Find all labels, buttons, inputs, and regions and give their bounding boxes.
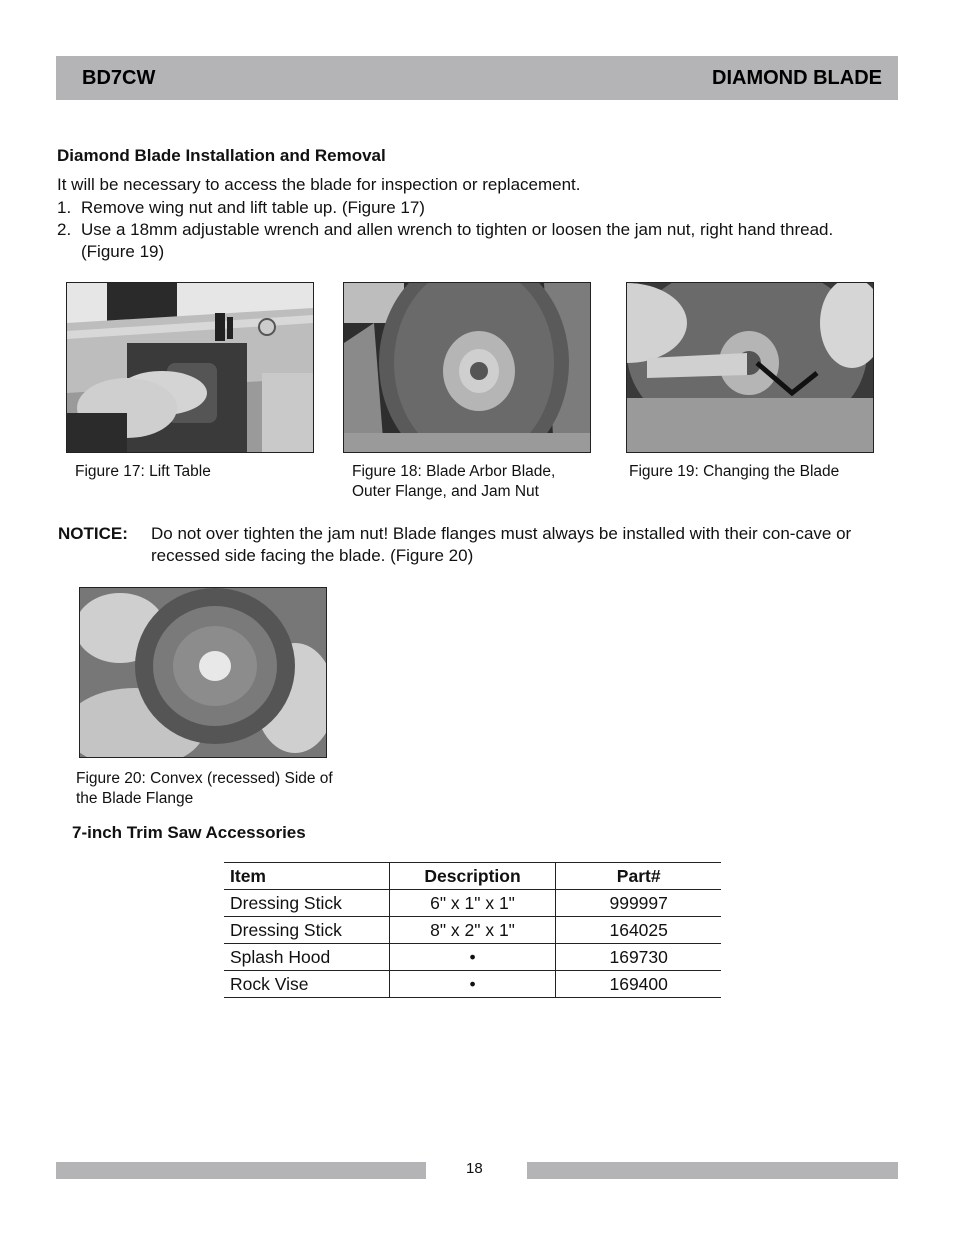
page-header bbox=[56, 56, 898, 100]
footer-bar-left bbox=[56, 1162, 426, 1179]
accessories-table bbox=[224, 862, 721, 998]
figure-20-caption: Figure 20: Convex (recessed) Side of the Blade Flange bbox=[76, 770, 333, 807]
item-cell: Rock Vise bbox=[224, 971, 389, 998]
column-header: Description bbox=[389, 863, 556, 890]
step-2 bbox=[57, 219, 877, 263]
column-header: Item bbox=[224, 863, 389, 890]
step-number: 2. bbox=[57, 220, 72, 239]
figure-19-photo bbox=[626, 282, 874, 453]
figure-17-caption: Figure 17: Lift Table bbox=[75, 463, 211, 480]
table-row bbox=[224, 917, 721, 944]
table-row bbox=[224, 971, 721, 998]
part-number-cell: 164025 bbox=[556, 917, 721, 944]
part-number-cell: 169400 bbox=[556, 971, 721, 998]
table-row bbox=[224, 890, 721, 917]
table-row bbox=[224, 944, 721, 971]
item-cell: Splash Hood bbox=[224, 944, 389, 971]
figure-19-caption: Figure 19: Changing the Blade bbox=[629, 463, 840, 480]
page-number: 18 bbox=[466, 1160, 483, 1177]
notice-label: NOTICE: bbox=[58, 524, 128, 543]
installation-title: Diamond Blade Installation and Removal bbox=[57, 146, 386, 165]
section-name: DIAMOND BLADE bbox=[712, 66, 882, 89]
figure-18-photo bbox=[343, 282, 591, 453]
step-number: 1. bbox=[57, 198, 72, 217]
part-number-cell: 999997 bbox=[556, 890, 721, 917]
item-cell: Dressing Stick bbox=[224, 890, 389, 917]
item-cell: Dressing Stick bbox=[224, 917, 389, 944]
description-cell: 8" x 2" x 1" bbox=[389, 917, 556, 944]
notice-text: Do not over tighten the jam nut! Blade flanges must always be installed with their con-cave or recessed side facing the blade. (Figure 20) bbox=[151, 524, 852, 565]
description-cell: 6" x 1" x 1" bbox=[389, 890, 556, 917]
installation-intro: It will be necessary to access the blade for inspection or replacement. bbox=[57, 175, 581, 194]
model-name: BD7CW bbox=[82, 66, 156, 89]
figure-18-caption: Figure 18: Blade Arbor Blade, Outer Flange, and Jam Nut bbox=[352, 463, 556, 500]
part-number-cell: 169730 bbox=[556, 944, 721, 971]
footer-bar-right bbox=[527, 1162, 898, 1179]
figure-20-photo bbox=[79, 587, 327, 758]
description-cell: • bbox=[389, 944, 556, 971]
step-1 bbox=[57, 197, 877, 219]
description-cell: • bbox=[389, 971, 556, 998]
step-text: Use a 18mm adjustable wrench and allen wrench to tighten or loosen the jam nut, right hand thread. (Figure 19) bbox=[81, 220, 834, 261]
figure-17-photo bbox=[66, 282, 314, 453]
column-header: Part# bbox=[556, 863, 721, 890]
accessories-title: 7-inch Trim Saw Accessories bbox=[72, 823, 306, 842]
step-text: Remove wing nut and lift table up. (Figure 17) bbox=[81, 198, 425, 217]
table-header-row bbox=[224, 863, 721, 890]
